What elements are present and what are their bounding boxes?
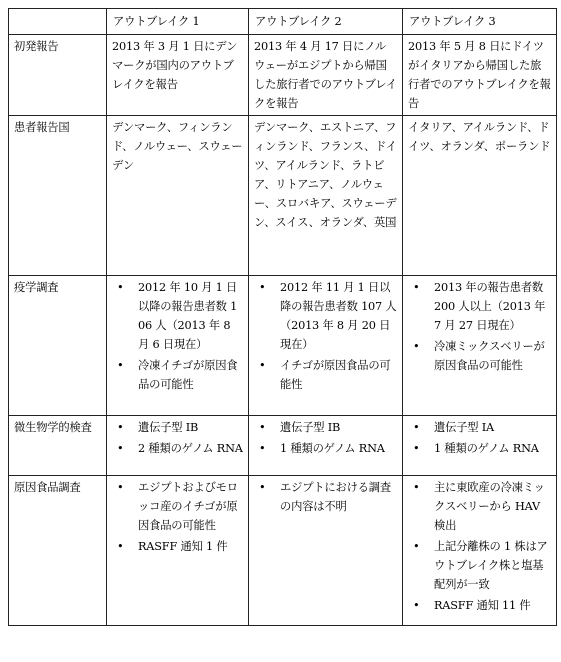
list-item-text: 2013 年の報告患者数 200 人以上（2013 年 7 月 27 日現在）: [434, 281, 546, 332]
bullet-icon: •: [259, 442, 266, 455]
table-cell: [107, 35, 249, 116]
header-cell-outbreak-3: アウトブレイク 3: [403, 9, 557, 35]
list-item: [112, 439, 243, 458]
table-cell: [107, 476, 249, 626]
bullet-icon: •: [413, 340, 420, 353]
list-item: [408, 337, 551, 375]
list-item-text: 遺伝子型 IA: [434, 421, 494, 434]
header-cell-outbreak-1: アウトブレイク 1: [107, 9, 249, 35]
table-cell: [403, 116, 557, 276]
row-label: 微生物学的検査: [9, 416, 107, 476]
bullet-list: [408, 478, 551, 615]
table-cell: [249, 116, 403, 276]
table-cell: [249, 476, 403, 626]
table-cell: [107, 276, 249, 416]
bullet-list: [254, 418, 397, 458]
bullet-icon: •: [259, 281, 266, 294]
bullet-list: [112, 418, 243, 458]
list-item-text: 遺伝子型 IB: [138, 421, 199, 434]
bullet-icon: •: [413, 281, 420, 294]
list-item: [112, 418, 243, 437]
list-item: [254, 478, 397, 516]
cell-text: イタリア、アイルランド、ドイツ、オランダ、ポーランド: [408, 121, 551, 153]
bullet-icon: •: [413, 421, 420, 434]
list-item: [254, 439, 397, 458]
list-item: [408, 596, 551, 615]
row-label: 患者報告国: [9, 116, 107, 276]
table-cell: [249, 276, 403, 416]
list-item: [112, 356, 243, 394]
row-label: 原因食品調査: [9, 476, 107, 626]
bullet-icon: •: [117, 359, 124, 372]
list-item: [112, 278, 243, 354]
table-cell: [403, 276, 557, 416]
bullet-icon: •: [413, 599, 420, 612]
bullet-list: [254, 278, 397, 394]
list-item: [112, 478, 243, 535]
cell-text: デンマーク、エストニア、フィンランド、フランス、ドイツ、アイルランド、ラトビア、リトアニア、ノルウェー、スロバキア、スウェーデン、スイス、オランダ、英国: [254, 121, 397, 229]
table-cell: [107, 416, 249, 476]
list-item-text: イチゴが原因食品の可能性: [280, 359, 391, 391]
bullet-icon: •: [117, 481, 124, 494]
row-label: 疫学調査: [9, 276, 107, 416]
bullet-icon: •: [259, 421, 266, 434]
bullet-list: [112, 478, 243, 556]
bullet-icon: •: [413, 540, 420, 553]
list-item: [254, 278, 397, 354]
table-cell: [107, 116, 249, 276]
cell-text: 2013 年 3 月 1 日にデンマークが国内のアウトブレイクを報告: [112, 40, 238, 91]
list-item: [112, 537, 243, 556]
cell-text: 2013 年 5 月 8 日にドイツがイタリアから帰国した旅行者でのアウトブレイクを報告: [408, 40, 551, 110]
list-item-text: エジプトおよびモロッコ産のイチゴが原因食品の可能性: [138, 481, 238, 532]
list-item: [254, 418, 397, 437]
list-item-text: 上記分離株の 1 株はアウトブレイク株と塩基配列が一致: [434, 540, 548, 591]
list-item-text: 2 種類のゲノム RNA: [138, 442, 243, 455]
bullet-icon: •: [117, 442, 124, 455]
bullet-icon: •: [259, 481, 266, 494]
table-cell: [403, 35, 557, 116]
bullet-icon: •: [413, 481, 420, 494]
bullet-icon: •: [117, 421, 124, 434]
list-item-text: エジプトにおける調査の内容は不明: [280, 481, 391, 513]
list-item-text: 1 種類のゲノム RNA: [280, 442, 385, 455]
list-item: [408, 418, 551, 437]
list-item-text: RASFF 通知 11 件: [434, 599, 531, 612]
header-cell-corner: [9, 9, 107, 35]
table-cell: [249, 35, 403, 116]
table-row: [9, 416, 557, 476]
table-row: [9, 476, 557, 626]
table-cell: [403, 476, 557, 626]
list-item: [408, 439, 551, 458]
list-item: [408, 278, 551, 335]
outbreak-comparison-table: [8, 8, 557, 626]
bullet-list: [408, 418, 551, 458]
header-row: [9, 9, 557, 35]
table-cell: [249, 416, 403, 476]
bullet-list: [408, 278, 551, 375]
header-cell-outbreak-2: アウトブレイク 2: [249, 9, 403, 35]
table-cell: [403, 416, 557, 476]
table-body: [9, 9, 557, 626]
table-row: [9, 35, 557, 116]
row-label: 初発報告: [9, 35, 107, 116]
bullet-list: [112, 278, 243, 394]
list-item-text: 2012 年 11 月 1 日以降の報告患者数 107 人（2013 年 8 月 20 日現在）: [280, 281, 397, 351]
bullet-list: [254, 478, 397, 516]
list-item-text: 2012 年 10 月 1 日以降の報告患者数 106 人（2013 年 8 月 6 日現在）: [138, 281, 238, 351]
table-row: [9, 276, 557, 416]
list-item-text: 冷凍イチゴが原因食品の可能性: [138, 359, 238, 391]
list-item-text: 遺伝子型 IB: [280, 421, 341, 434]
table-row: [9, 116, 557, 276]
list-item-text: 冷凍ミックスベリーが原因食品の可能性: [434, 340, 545, 372]
bullet-icon: •: [117, 281, 124, 294]
bullet-icon: •: [117, 540, 124, 553]
list-item: [254, 356, 397, 394]
list-item-text: 主に東欧産の冷凍ミックスベリーから HAV 検出: [434, 481, 545, 532]
bullet-icon: •: [259, 359, 266, 372]
bullet-icon: •: [413, 442, 420, 455]
cell-text: 2013 年 4 月 17 日にノルウェーがエジプトから帰国した旅行者でのアウトブレイクを報告: [254, 40, 397, 110]
list-item-text: RASFF 通知 1 件: [138, 540, 228, 553]
list-item-text: 1 種類のゲノム RNA: [434, 442, 539, 455]
list-item: [408, 478, 551, 535]
list-item: [408, 537, 551, 594]
cell-text: デンマーク、フィンランド、ノルウェー、スウェーデン: [112, 121, 243, 172]
